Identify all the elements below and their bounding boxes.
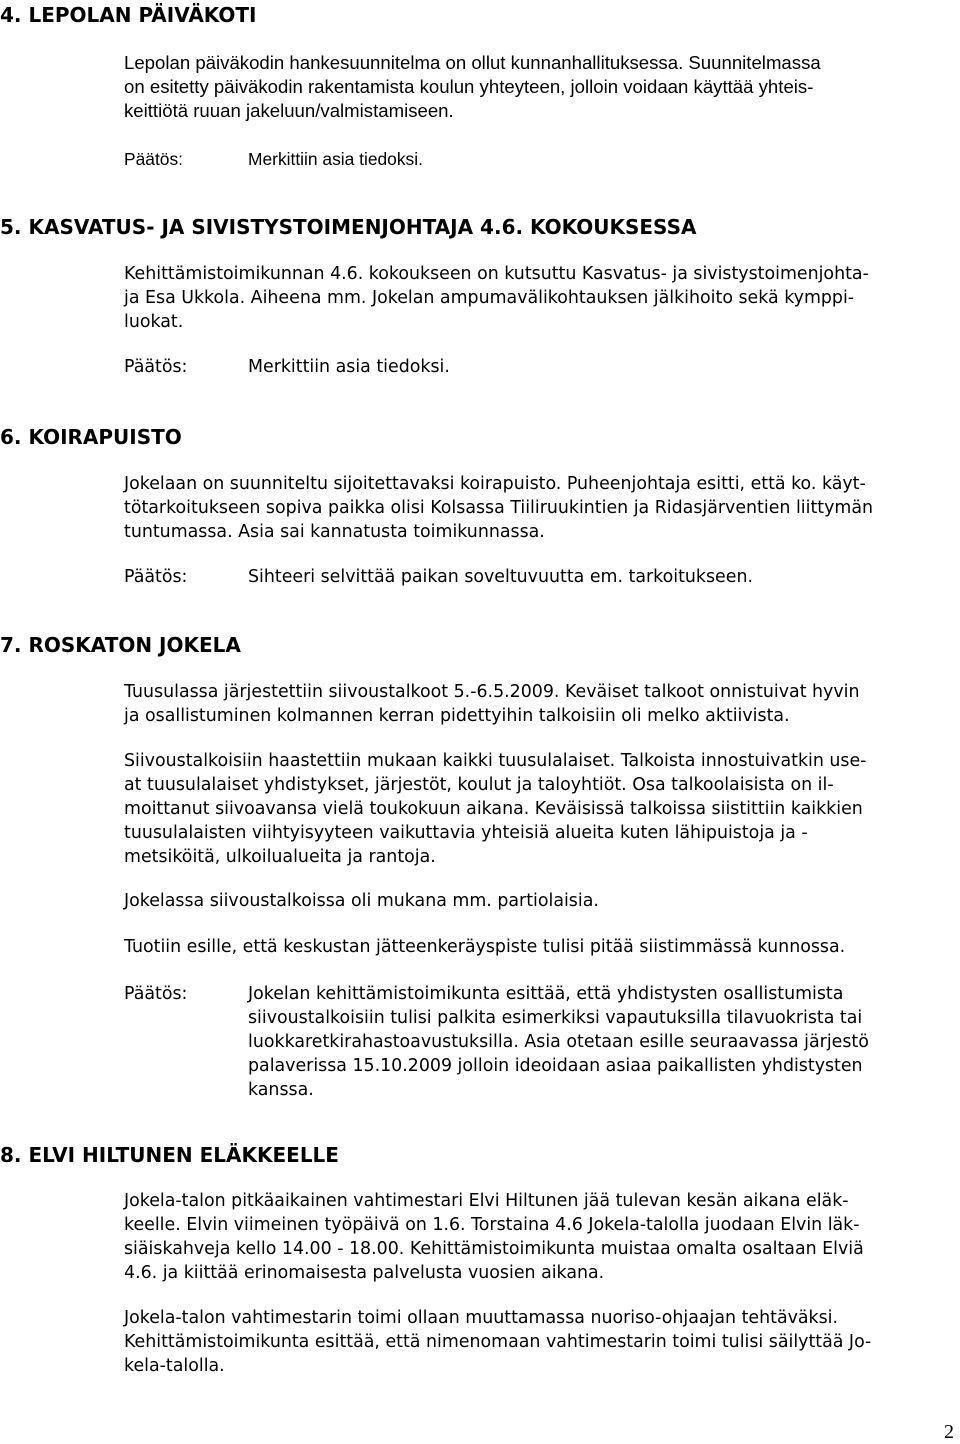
section-7-paragraph-1: Tuusulassa järjestettiin siivoustalkoot 5.-6.5.2009. Keväiset talkoot onnistuivat hyvin ja osallistuminen kolmannen kerran pidettyihin talkoisiin oli melko aktiivista. xyxy=(124,682,860,726)
section-4-decision-label: Päätös: xyxy=(124,149,183,169)
section-4-decision-text: Merkittiin asia tiedoksi. xyxy=(248,149,423,169)
section-4-paragraph: Lepolan päiväkodin hankesuunnitelma on ollut kunnanhallituksessa. Suunnitelmassa on esitetty päiväkodin rakentamista koulun yhteyteen, jolloin voidaan käyttää yhteis- keittiötä ruuan jakeluun/valmistamiseen. xyxy=(124,52,821,121)
section-5-heading: 5. KASVATUS- JA SIVISTYSTOIMENJOHTAJA 4.6. KOKOUKSESSA xyxy=(0,215,697,239)
section-7-heading: 7. ROSKATON JOKELA xyxy=(0,633,241,657)
section-6-decision-text: Sihteeri selvittää paikan soveltuvuutta em. tarkoitukseen. xyxy=(248,567,753,587)
section-6-heading: 6. KOIRAPUISTO xyxy=(0,425,182,449)
section-8-paragraph-2: Jokela-talon vahtimestarin toimi ollaan muuttamassa nuoriso-ohjaajan tehtäväksi. Kehittämistoimikunta esittää, että nimenomaan vahtimestarin toimi tulisi säilyttää Jo- kela-talolla. xyxy=(124,1308,872,1376)
section-7-paragraph-4: Tuotiin esille, että keskustan jätteenkeräyspiste tulisi pitää siistimmässä kunnossa. xyxy=(124,937,846,957)
section-4-heading: 4. LEPOLAN PÄIVÄKOTI xyxy=(0,3,257,27)
section-7-paragraph-3: Jokelassa siivoustalkoissa oli mukana mm. partiolaisia. xyxy=(124,891,599,911)
section-7-decision-text: Jokelan kehittämistoimikunta esittää, että yhdistysten osallistumista siivoustalkoisiin tulisi palkita esimerkiksi vapautuksilla tilavuokrista tai luokkaretkirahastoavustuksilla. Asia otetaan esille seuraavassa järjestö palaverissa 15.10.2009 jolloin ideoidaan asiaa paikallisten yhdistysten kanssa. xyxy=(248,984,869,1100)
section-5-decision-text: Merkittiin asia tiedoksi. xyxy=(248,357,450,377)
section-6-paragraph: Jokelaan on suunniteltu sijoitettavaksi koirapuisto. Puheenjohtaja esitti, että ko. käyt- tötarkoitukseen sopiva paikka olisi Kolsassa Tiiliruukintien ja Ridasjärventien liittymän tuntumassa. Asia sai kannatusta toimikunnassa. xyxy=(124,474,873,542)
section-7-decision-label: Päätös: xyxy=(124,984,188,1004)
section-8-heading: 8. ELVI HILTUNEN ELÄKKEELLE xyxy=(0,1143,339,1167)
section-8-paragraph-1: Jokela-talon pitkäaikainen vahtimestari Elvi Hiltunen jää tulevan kesän aikana eläk- keelle. Elvin viimeinen työpäivä on 1.6. Torstaina 4.6 Jokela-talolla juodaan Elvin läk- siäiskahveja kello 14.00 - 18.00. Kehittämistoimikunta muistaa omalta osaltaan Elviä 4.6. ja kiittää erinomaisesta palvelusta vuosien aikana. xyxy=(124,1191,864,1283)
section-5-decision-label: Päätös: xyxy=(124,357,188,377)
section-6-decision-label: Päätös: xyxy=(124,567,188,587)
page-number: 2 xyxy=(944,1421,954,1443)
section-7-paragraph-2: Siivoustalkoisiin haastettiin mukaan kaikki tuusulalaiset. Talkoista innostuivatkin use- at tuusulalaiset yhdistykset, järjestöt, koulut ja taloyhtiöt. Osa talkoolaisista on il- moittanut siivoavansa vielä toukokuun aikana. Keväisissä talkoissa siistittiin kaikkien tuusulalaisten viihtyisyyteen vaikuttavia yhteisiä alueita kuten lähipuistoja ja - metsiköitä, ulkoilualueita ja rantoja. xyxy=(124,751,867,867)
section-5-paragraph: Kehittämistoimikunnan 4.6. kokoukseen on kutsuttu Kasvatus- ja sivistystoimenjohta- ja Esa Ukkola. Aiheena mm. Jokelan ampumavälikohtauksen jälkihoito sekä kymppi- luokat. xyxy=(124,264,869,332)
